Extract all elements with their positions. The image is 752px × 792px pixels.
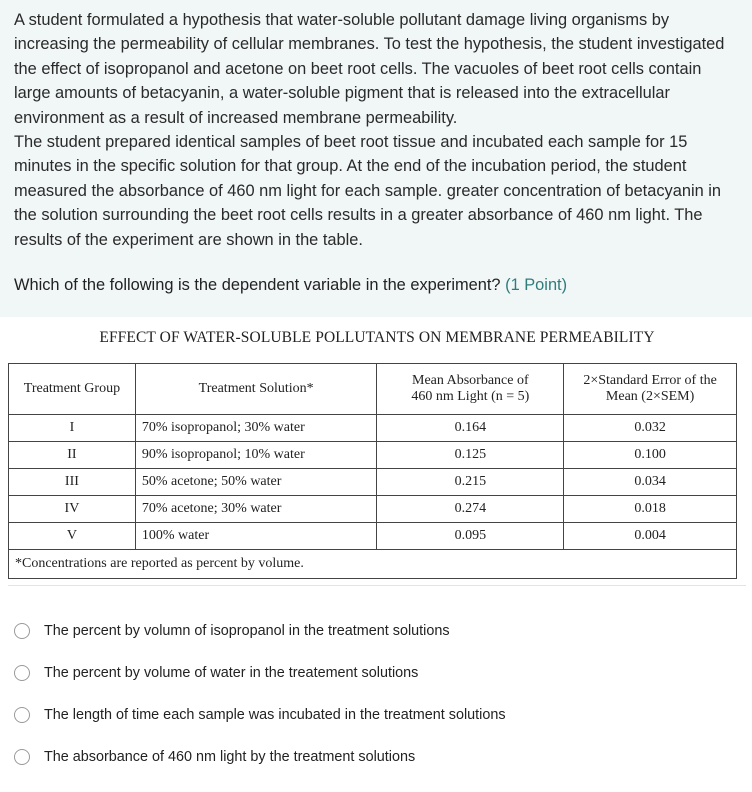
results-figure bbox=[8, 317, 746, 586]
header-sem-line1: 2×Standard Error of the bbox=[583, 373, 717, 389]
question-block bbox=[0, 0, 752, 317]
cell-absorbance: 0.095 bbox=[377, 523, 564, 550]
cell-group: V bbox=[9, 523, 136, 550]
cell-absorbance: 0.274 bbox=[377, 496, 564, 523]
radio-button-icon[interactable] bbox=[14, 707, 30, 723]
table-footnote: *Concentrations are reported as percent by volume. bbox=[9, 550, 737, 579]
cell-group: III bbox=[9, 469, 136, 496]
cell-group: IV bbox=[9, 496, 136, 523]
cell-solution: 100% water bbox=[135, 523, 377, 550]
cell-sem: 0.004 bbox=[564, 523, 737, 550]
radio-button-icon[interactable] bbox=[14, 665, 30, 681]
cell-absorbance: 0.215 bbox=[377, 469, 564, 496]
table-row bbox=[9, 523, 737, 550]
cell-sem: 0.032 bbox=[564, 415, 737, 442]
cell-group: I bbox=[9, 415, 136, 442]
header-absorbance-line2: 460 nm Light (n = 5) bbox=[411, 389, 530, 405]
table-footnote-row bbox=[9, 550, 737, 579]
cell-group: II bbox=[9, 442, 136, 469]
header-absorbance-line1: Mean Absorbance of bbox=[412, 373, 529, 389]
table-row bbox=[9, 469, 737, 496]
table-title: EFFECT OF WATER-SOLUBLE POLLUTANTS ON MEMBRANE PERMEABILITY bbox=[99, 329, 655, 347]
passage-paragraph-1: A student formulated a hypothesis that water-soluble pollutant damage living organisms by increasing the permeability of cellular membranes. To test the hypothesis, the student investigated the effect of isopropanol and acetone on beet root cells. The vacuoles of beet root cells contain large amounts of betacyanin, a water-soluble pigment that is released into the extracellular environment as a result of increased membrane permeability. bbox=[14, 11, 725, 127]
header-sem-line2: Mean (2×SEM) bbox=[605, 389, 695, 405]
radio-button-icon[interactable] bbox=[14, 749, 30, 765]
answer-option-1[interactable] bbox=[14, 610, 752, 652]
answer-options bbox=[0, 586, 752, 778]
results-table bbox=[8, 363, 737, 579]
answer-option-2[interactable] bbox=[14, 652, 752, 694]
table-header-row bbox=[9, 364, 737, 415]
header-sem bbox=[564, 364, 737, 415]
table-row bbox=[9, 442, 737, 469]
cell-absorbance: 0.164 bbox=[377, 415, 564, 442]
table-row bbox=[9, 415, 737, 442]
question-prompt bbox=[14, 276, 738, 295]
cell-solution: 70% acetone; 30% water bbox=[135, 496, 377, 523]
cell-solution: 50% acetone; 50% water bbox=[135, 469, 377, 496]
passage-paragraph-2: The student prepared identical samples of beet root tissue and incubated each sample for 15 minutes in the specific solution for that group. At the end of the incubation period, the student measured the absorbance of 460 nm light for each sample. greater concentration of betacyanin in the solution surrounding the beet root cells results in a greater absorbance of 460 nm light. The results of the experiment are shown in the table. bbox=[14, 133, 722, 249]
prompt-text: Which of the following is the dependent variable in the experiment? bbox=[14, 276, 501, 295]
header-treatment-solution: Treatment Solution* bbox=[135, 364, 377, 415]
cell-sem: 0.100 bbox=[564, 442, 737, 469]
cell-absorbance: 0.125 bbox=[377, 442, 564, 469]
option-label: The length of time each sample was incubated in the treatment solutions bbox=[44, 707, 506, 724]
cell-solution: 70% isopropanol; 30% water bbox=[135, 415, 377, 442]
cell-solution: 90% isopropanol; 10% water bbox=[135, 442, 377, 469]
header-mean-absorbance bbox=[377, 364, 564, 415]
answer-option-4[interactable] bbox=[14, 736, 752, 778]
option-label: The percent by volumn of isopropanol in the treatment solutions bbox=[44, 623, 450, 640]
header-treatment-group: Treatment Group bbox=[9, 364, 136, 415]
radio-button-icon[interactable] bbox=[14, 623, 30, 639]
table-row bbox=[9, 496, 737, 523]
option-label: The percent by volume of water in the treatement solutions bbox=[44, 665, 419, 682]
points-label: (1 Point) bbox=[505, 276, 568, 295]
cell-sem: 0.034 bbox=[564, 469, 737, 496]
question-passage bbox=[14, 8, 738, 252]
answer-option-3[interactable] bbox=[14, 694, 752, 736]
cell-sem: 0.018 bbox=[564, 496, 737, 523]
option-label: The absorbance of 460 nm light by the treatment solutions bbox=[44, 749, 416, 766]
